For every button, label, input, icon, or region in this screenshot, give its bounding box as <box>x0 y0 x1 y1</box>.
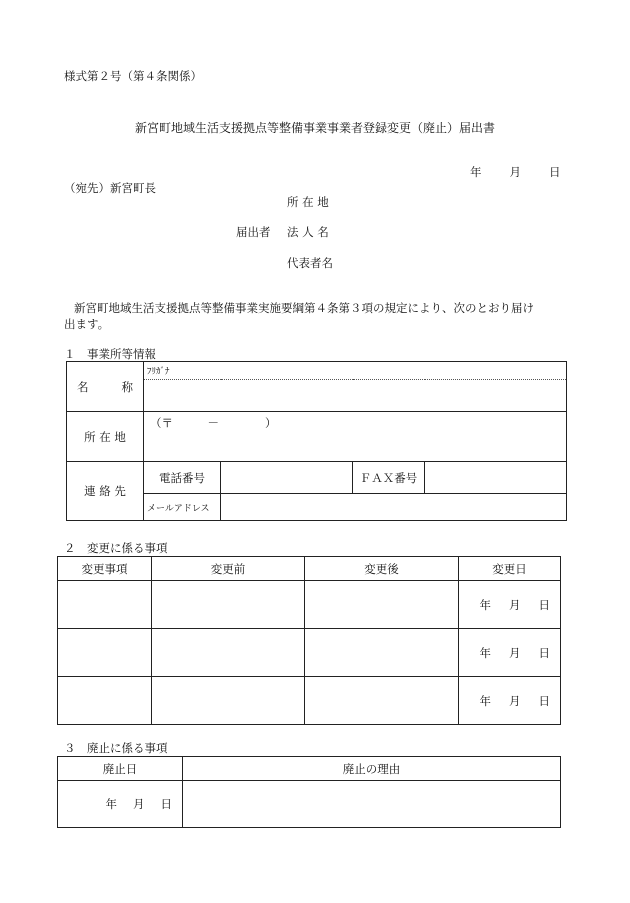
change-item-field[interactable] <box>58 629 152 677</box>
fax-field[interactable] <box>425 462 567 494</box>
email-field[interactable] <box>221 494 567 521</box>
change-table <box>57 556 561 725</box>
after-field[interactable] <box>305 677 459 725</box>
table-row <box>58 677 561 725</box>
change-item-field[interactable] <box>58 677 152 725</box>
furigana-label: ﾌﾘｶﾞﾅ <box>147 367 170 377</box>
facility-address-field[interactable] <box>144 412 567 462</box>
header-after: 変更後 <box>305 557 459 581</box>
form-number: 様式第２号（第４条関係） <box>64 69 202 83</box>
before-field[interactable] <box>152 581 305 629</box>
furigana-field[interactable] <box>144 362 567 380</box>
date-day-label: 日 <box>549 165 561 179</box>
section2-heading: ２ 変更に係る事項 <box>64 541 168 555</box>
section1-heading: １ 事業所等情報 <box>64 347 156 361</box>
fax-label: ＦＡＸ番号 <box>353 462 425 494</box>
applicant-corp-name-label: 法 人 名 <box>287 225 329 239</box>
body-text-line1: 新宮町地域生活支援拠点等整備事業実施要綱第４条第３項の規定により、次のとおり届け <box>74 301 534 315</box>
before-field[interactable] <box>152 677 305 725</box>
change-date-field[interactable]: 年 月 日 <box>459 629 561 677</box>
header-before: 変更前 <box>152 557 305 581</box>
after-field[interactable] <box>305 629 459 677</box>
applicant-location-label: 所 在 地 <box>287 195 329 209</box>
section3-heading: ３ 廃止に係る事項 <box>64 741 168 755</box>
table-row <box>58 629 561 677</box>
abolition-date-field[interactable]: 年 月 日 <box>58 781 183 828</box>
location-label-cell: 所 在 地 <box>67 412 144 462</box>
body-text-line2: 出ます。 <box>64 317 110 331</box>
phone-label: 電話番号 <box>144 462 221 494</box>
email-label: メールアドレス <box>144 494 221 521</box>
header-abolition-date: 廃止日 <box>58 757 183 781</box>
contact-label-cell: 連 絡 先 <box>67 462 144 521</box>
table-row <box>58 581 561 629</box>
change-item-field[interactable] <box>58 581 152 629</box>
date-month-label: 月 <box>509 165 521 179</box>
after-field[interactable] <box>305 581 459 629</box>
change-date-field[interactable]: 年 月 日 <box>459 581 561 629</box>
facility-name-field[interactable] <box>144 380 567 412</box>
header-change-item: 変更事項 <box>58 557 152 581</box>
submission-date[interactable] <box>470 164 561 180</box>
applicant-representative-label: 代表者名 <box>287 256 333 270</box>
name-label-cell: 名 称 <box>67 362 144 412</box>
addressee: （宛先）新宮町長 <box>64 181 156 195</box>
page-title: 新宮町地域生活支援拠点等整備事業事業者登録変更（廃止）届出書 <box>134 121 495 135</box>
applicant-label: 届出者 <box>236 225 271 239</box>
abolition-table <box>57 756 561 828</box>
before-field[interactable] <box>152 629 305 677</box>
phone-field[interactable] <box>221 462 353 494</box>
date-year-label: 年 <box>470 165 482 179</box>
postal-code-label: （〒 － ） <box>150 416 277 430</box>
header-abolition-reason: 廃止の理由 <box>183 757 561 781</box>
change-date-field[interactable]: 年 月 日 <box>459 677 561 725</box>
abolition-reason-field[interactable] <box>183 781 561 828</box>
header-change-date: 変更日 <box>459 557 561 581</box>
facility-info-table <box>66 361 567 521</box>
